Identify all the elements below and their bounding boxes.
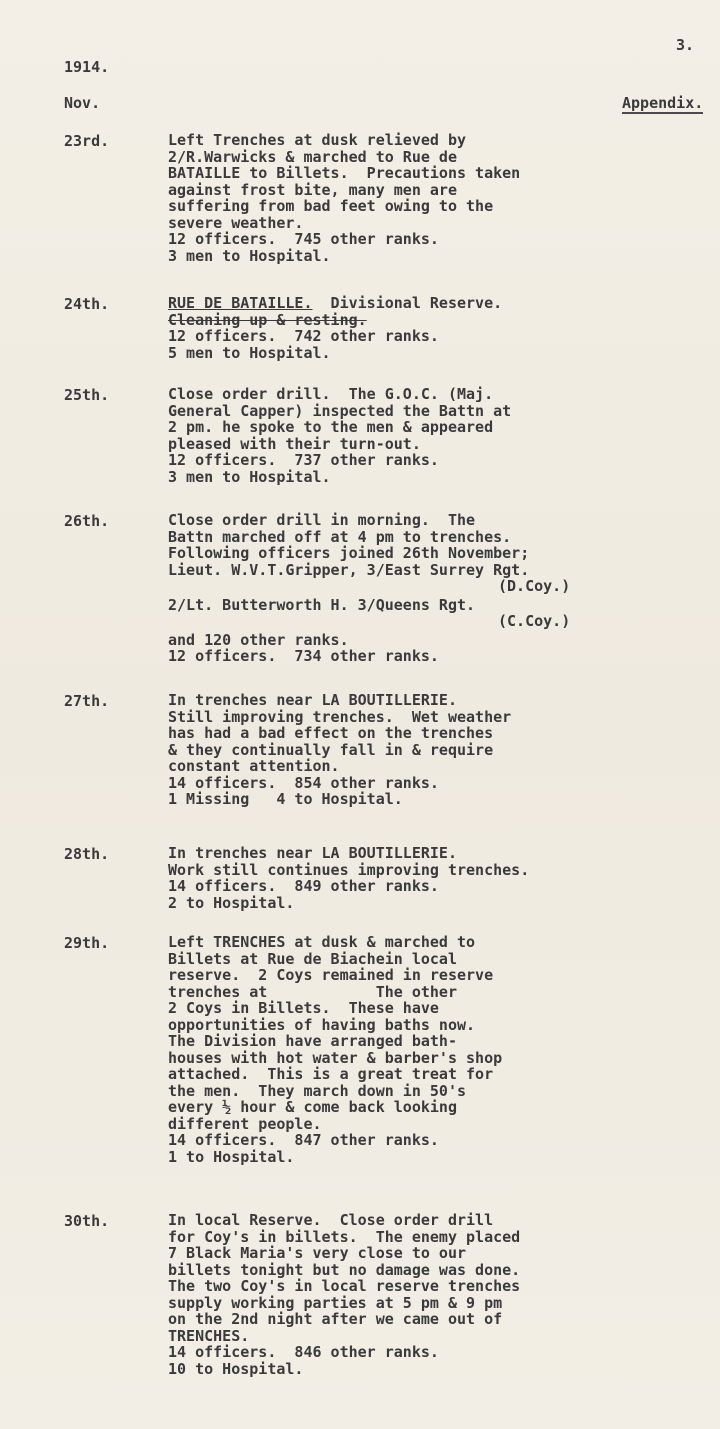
entry-line: Left Trenches at dusk relieved by xyxy=(168,131,467,149)
entry-line: & they continually fall in & require xyxy=(168,740,494,759)
entry-date: 27th. xyxy=(64,692,110,710)
entry-line: houses with hot water & barber's shop xyxy=(168,1048,503,1067)
entry-line: The Division have arranged bath- xyxy=(168,1032,457,1050)
entry-line: 1 to Hospital. xyxy=(168,1147,295,1166)
entry-line: TRENCHES. xyxy=(168,1326,250,1345)
entry-date: 25th. xyxy=(64,386,110,404)
entry-line: Following officers joined 26th November; xyxy=(168,544,530,562)
entry-date: 30th. xyxy=(64,1212,110,1230)
entry-text xyxy=(168,1212,628,1377)
entry-line: and 120 other ranks. xyxy=(168,630,349,649)
entry-text xyxy=(168,845,628,911)
entry-line: 2/R.Warwicks & marched to Rue de xyxy=(168,147,457,166)
entry-text xyxy=(168,132,628,264)
entry-line: 12 officers. 737 other ranks. xyxy=(168,451,439,469)
entry-line: 12 officers. 745 other ranks. xyxy=(168,230,439,248)
place-name: RUE DE BATAILLE. xyxy=(168,294,313,312)
entry-text xyxy=(168,692,628,808)
entry-line: pleased with their turn-out. xyxy=(168,434,421,453)
company-note: (C.Coy.) xyxy=(498,612,571,630)
entry-line: In local Reserve. Close order drill xyxy=(168,1211,494,1229)
entry-line: severe weather. xyxy=(168,213,304,232)
entry-line: opportunities of having baths now. xyxy=(168,1015,476,1034)
entry-line: Lieut. W.V.T.Gripper, 3/East Surrey Rgt. xyxy=(168,560,530,579)
entry-line: 14 officers. 846 other ranks. xyxy=(168,1343,439,1361)
entry-line: In trenches near LA BOUTILLERIE. xyxy=(168,844,457,862)
entry-line: 14 officers. 847 other ranks. xyxy=(168,1131,439,1149)
entry-line: has had a bad effect on the trenches xyxy=(168,724,494,742)
entry-line: 12 officers. 734 other ranks. xyxy=(168,647,439,665)
company-note: (D.Coy.) xyxy=(498,577,571,595)
entry-line: 2 to Hospital. xyxy=(168,893,295,912)
entry-line: 1 Missing 4 to Hospital. xyxy=(168,790,403,808)
year-heading: 1914. xyxy=(64,58,110,76)
entry-line: 14 officers. 849 other ranks. xyxy=(168,877,439,895)
entry-line: Still improving trenches. Wet weather xyxy=(168,707,512,726)
entry-date: 28th. xyxy=(64,845,110,863)
entry-text xyxy=(168,512,628,665)
entry-line: constant attention. xyxy=(168,757,340,775)
month-heading: Nov. xyxy=(64,94,101,112)
entry-line: Billets at Rue de Biachein local xyxy=(168,949,457,968)
entry-line: reserve. 2 Coys remained in reserve xyxy=(168,966,494,984)
entry-line: 14 officers. 854 other ranks. xyxy=(168,773,439,792)
entry-line: In trenches near LA BOUTILLERIE. xyxy=(168,691,457,709)
entry-text xyxy=(168,386,628,485)
entry-date: 26th. xyxy=(64,512,110,530)
entry-line: Close order drill. The G.O.C. (Maj. xyxy=(168,385,494,403)
entry-line xyxy=(168,295,628,312)
entry-line: 2 Coys in Billets. These have xyxy=(168,999,439,1017)
entry-line: every ½ hour & come back looking xyxy=(168,1098,457,1116)
entry-line: The two Coy's in local reserve trenches xyxy=(168,1277,521,1295)
entry-line: supply working parties at 5 pm & 9 pm xyxy=(168,1293,503,1312)
entry-line: different people. xyxy=(168,1114,322,1133)
entry-date: 24th. xyxy=(64,295,110,313)
appendix-heading: Appendix. xyxy=(622,94,704,112)
entry-line: Work still continues improving trenches. xyxy=(168,860,530,879)
entry-line: for Coy's in billets. The enemy placed xyxy=(168,1227,521,1246)
entry-line: trenches at The other xyxy=(168,982,457,1001)
entry-line: attached. This is a great treat for xyxy=(168,1065,494,1083)
entry-text xyxy=(168,295,628,361)
entry-line: General Capper) inspected the Battn at xyxy=(168,401,512,420)
entry-line: 5 men to Hospital. xyxy=(168,343,331,362)
entry-line: 3 men to Hospital. xyxy=(168,467,331,486)
entry-line: BATAILLE to Billets. Precautions taken xyxy=(168,164,521,182)
entry-line: Close order drill in morning. The xyxy=(168,511,476,529)
entry-date: 29th. xyxy=(64,934,110,952)
entry-line: 10 to Hospital. xyxy=(168,1359,304,1378)
entry-line: on the 2nd night after we came out of xyxy=(168,1310,503,1328)
entry-line: 2 pm. he spoke to the men & appeared xyxy=(168,418,494,436)
entry-line: against frost bite, many men are xyxy=(168,180,457,199)
entry-line: 12 officers. 742 other ranks. xyxy=(168,327,439,345)
place-detail: Divisional Reserve. xyxy=(312,294,503,312)
entry-line: suffering from bad feet owing to the xyxy=(168,197,494,215)
entry-line: Left TRENCHES at dusk & marched to xyxy=(168,933,476,951)
entry-line: billets tonight but no damage was done. xyxy=(168,1260,521,1279)
entry-line: 3 men to Hospital. xyxy=(168,246,331,265)
entry-line: Battn marched off at 4 pm to trenches. xyxy=(168,527,512,546)
page-number: 3. xyxy=(676,36,695,54)
entry-line: the men. They march down in 50's xyxy=(168,1081,467,1100)
entry-text xyxy=(168,934,628,1165)
entry-date: 23rd. xyxy=(64,132,110,150)
entry-line: 7 Black Maria's very close to our xyxy=(168,1244,467,1262)
entry-line: 2/Lt. Butterworth H. 3/Queens Rgt. xyxy=(168,595,476,614)
entry-line: Cleaning up & resting. xyxy=(168,310,367,329)
